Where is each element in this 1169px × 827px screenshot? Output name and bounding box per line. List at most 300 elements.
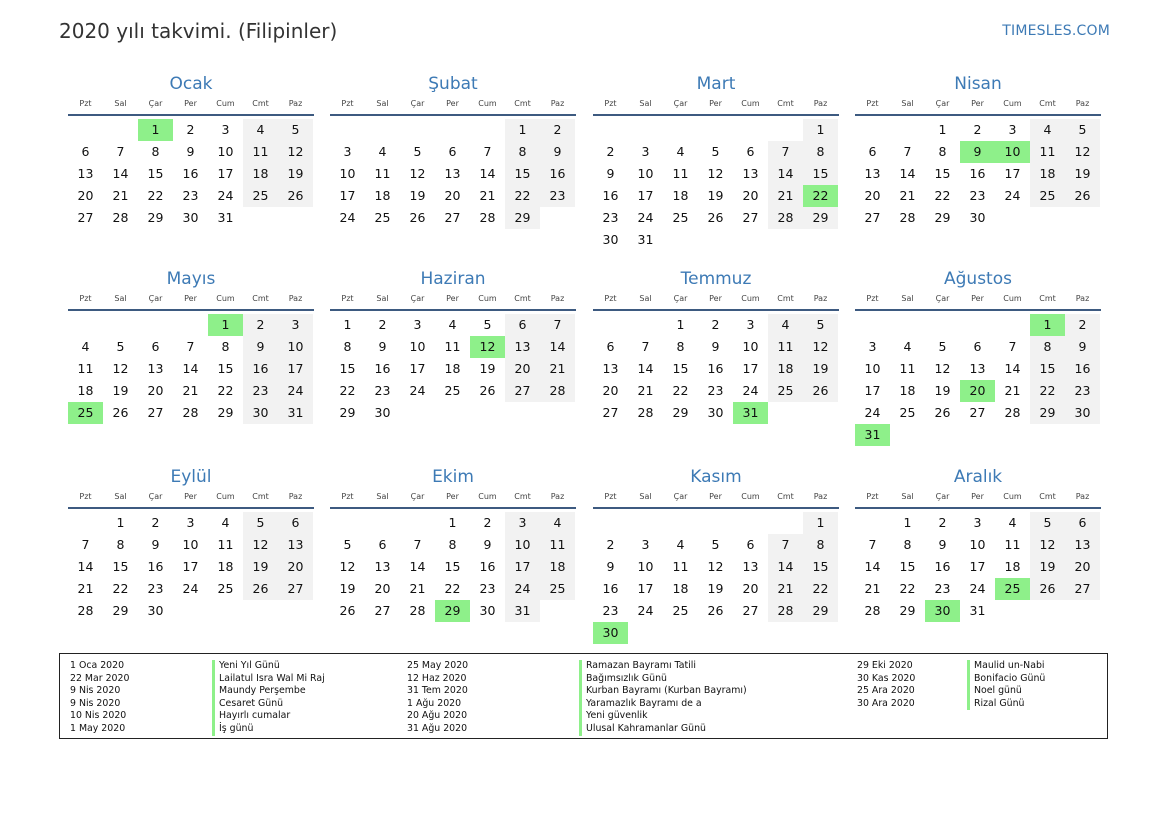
weekday-label: Cum xyxy=(478,99,497,108)
day-cell: 5 xyxy=(1065,119,1100,141)
weekday-label: Pzt xyxy=(79,492,92,501)
day-cell: 9 xyxy=(378,339,387,354)
day-cell: 20 xyxy=(77,188,94,203)
holiday-date: 30 Ara 2020 xyxy=(857,697,915,709)
day-cell: 14 xyxy=(864,559,881,574)
day-cell: 14 xyxy=(768,163,803,185)
header-divider xyxy=(593,309,839,311)
day-cell: 3 xyxy=(186,515,195,530)
holiday-date: 1 Oca 2020 xyxy=(70,660,125,671)
day-cell: 4 xyxy=(903,339,912,354)
day-cell: 18 xyxy=(1030,163,1065,185)
day-cell: 28 xyxy=(768,600,803,622)
day-cell: 19 xyxy=(409,188,426,203)
holiday-day-cell: 1 xyxy=(138,119,173,141)
day-cell: 2 xyxy=(483,515,492,530)
day-cell: 11 xyxy=(1030,141,1065,163)
day-cell: 7 xyxy=(768,534,803,556)
day-cell: 3 xyxy=(868,339,877,354)
day-cell: 28 xyxy=(409,603,426,618)
weekday-label: Paz xyxy=(1075,99,1090,108)
weekday-label: Sal xyxy=(376,492,389,501)
day-cell: 29 xyxy=(217,405,234,420)
day-cell: 29 xyxy=(339,405,356,420)
day-cell: 5 xyxy=(483,317,492,332)
weekday-label: Paz xyxy=(288,294,303,303)
day-cell: 30 xyxy=(374,405,391,420)
day-cell: 4 xyxy=(243,119,278,141)
day-cell: 7 xyxy=(868,537,877,552)
day-cell: 15 xyxy=(147,166,164,181)
day-cell: 20 xyxy=(278,556,313,578)
month-name: Ekim xyxy=(432,467,474,487)
day-cell: 29 xyxy=(803,207,838,229)
weekday-label: Per xyxy=(184,492,197,501)
day-cell: 6 xyxy=(448,144,457,159)
day-cell: 28 xyxy=(77,603,94,618)
day-cell: 10 xyxy=(409,339,426,354)
day-cell: 6 xyxy=(81,144,90,159)
day-cell: 11 xyxy=(77,361,94,376)
day-cell: 28 xyxy=(182,405,199,420)
weekday-label: Cmt xyxy=(777,99,794,108)
weekday-label: Paz xyxy=(813,492,828,501)
day-cell: 25 xyxy=(672,603,689,618)
day-cell: 23 xyxy=(969,188,986,203)
day-cell: 22 xyxy=(1030,380,1065,402)
holiday-name: Yaramazlık Bayramı de a xyxy=(579,698,747,711)
holiday-date: 1 Ağu 2020 xyxy=(407,697,462,709)
weekday-label: Pzt xyxy=(341,99,354,108)
month-name: Mart xyxy=(696,74,736,94)
holiday-date: 20 Ağu 2020 xyxy=(407,710,468,722)
weekday-label: Cmt xyxy=(252,294,269,303)
day-cell: 17 xyxy=(339,188,356,203)
day-cell: 21 xyxy=(768,578,803,600)
holiday-date: 12 Haz 2020 xyxy=(407,672,467,684)
legend-name-column xyxy=(967,660,1045,710)
day-cell: 3 xyxy=(641,144,650,159)
day-cell: 13 xyxy=(147,361,164,376)
weekday-label: Çar xyxy=(673,294,688,303)
day-cell: 15 xyxy=(505,163,540,185)
day-cell: 13 xyxy=(444,166,461,181)
weekday-label: Çar xyxy=(148,294,163,303)
day-cell: 13 xyxy=(278,534,313,556)
weekday-label: Sal xyxy=(901,99,914,108)
weekday-label: Çar xyxy=(673,99,688,108)
day-cell: 15 xyxy=(339,361,356,376)
holiday-date: 31 Ağu 2020 xyxy=(407,722,468,734)
holiday-day-cell: 1 xyxy=(1030,314,1065,336)
day-cell: 19 xyxy=(707,581,724,596)
day-cell: 13 xyxy=(864,166,881,181)
day-cell: 29 xyxy=(112,603,129,618)
day-cell: 30 xyxy=(1065,402,1100,424)
weekday-label: Sal xyxy=(114,99,127,108)
day-cell: 24 xyxy=(409,383,426,398)
day-cell: 4 xyxy=(676,144,685,159)
day-cell: 25 xyxy=(243,185,278,207)
holiday-day-cell: 30 xyxy=(925,600,960,622)
day-cell: 12 xyxy=(707,559,724,574)
day-cell: 4 xyxy=(221,515,230,530)
weekday-label: Per xyxy=(971,99,984,108)
month-name: Kasım xyxy=(690,467,742,487)
day-cell: 7 xyxy=(903,144,912,159)
day-cell: 10 xyxy=(339,166,356,181)
day-cell: 11 xyxy=(217,537,234,552)
weekday-label: Sal xyxy=(639,294,652,303)
day-cell: 18 xyxy=(672,188,689,203)
day-cell: 13 xyxy=(742,559,759,574)
day-cell: 11 xyxy=(899,361,916,376)
day-cell: 14 xyxy=(77,559,94,574)
day-cell: 13 xyxy=(969,361,986,376)
day-cell: 15 xyxy=(672,361,689,376)
day-cell: 21 xyxy=(77,581,94,596)
day-cell: 3 xyxy=(278,314,313,336)
day-cell: 30 xyxy=(243,402,278,424)
day-cell: 5 xyxy=(711,537,720,552)
day-cell: 3 xyxy=(973,515,982,530)
day-cell: 1 xyxy=(116,515,125,530)
day-cell: 26 xyxy=(112,405,129,420)
day-cell: 7 xyxy=(186,339,195,354)
day-cell: 23 xyxy=(479,581,496,596)
weekday-label: Per xyxy=(446,294,459,303)
day-cell: 18 xyxy=(243,163,278,185)
holiday-name: Kurban Bayramı (Kurban Bayramı) xyxy=(579,685,747,698)
day-cell: 20 xyxy=(602,383,619,398)
day-cell: 8 xyxy=(505,141,540,163)
day-cell: 11 xyxy=(374,166,391,181)
day-cell: 24 xyxy=(637,210,654,225)
day-cell: 7 xyxy=(540,314,575,336)
day-cell: 25 xyxy=(768,380,803,402)
weekday-label: Per xyxy=(446,99,459,108)
day-cell: 29 xyxy=(505,207,540,229)
holiday-date: 31 Tem 2020 xyxy=(407,685,468,697)
day-cell: 15 xyxy=(1030,358,1065,380)
day-cell: 23 xyxy=(374,383,391,398)
day-cell: 28 xyxy=(540,380,575,402)
holiday-name: Maundy Perşembe xyxy=(212,685,325,698)
weekday-label: Sal xyxy=(639,99,652,108)
day-cell: 30 xyxy=(707,405,724,420)
holiday-day-cell: 31 xyxy=(855,424,890,446)
weekday-label: Pzt xyxy=(866,492,879,501)
day-cell: 17 xyxy=(409,361,426,376)
day-cell: 14 xyxy=(182,361,199,376)
month-name: Haziran xyxy=(420,269,486,289)
day-cell: 4 xyxy=(768,314,803,336)
day-cell: 21 xyxy=(768,185,803,207)
day-cell: 21 xyxy=(479,188,496,203)
holiday-legend xyxy=(59,653,1108,739)
holiday-name: Ulusal Kahramanlar Günü xyxy=(579,723,747,736)
day-cell: 2 xyxy=(1065,314,1100,336)
day-cell: 23 xyxy=(243,380,278,402)
holiday-name: Bağımsızlık Günü xyxy=(579,673,747,686)
day-cell: 19 xyxy=(1030,556,1065,578)
day-cell: 16 xyxy=(602,188,619,203)
header-divider xyxy=(68,309,314,311)
day-cell: 24 xyxy=(182,581,199,596)
day-cell: 9 xyxy=(186,144,195,159)
day-cell: 27 xyxy=(864,210,881,225)
day-cell: 23 xyxy=(707,383,724,398)
day-cell: 18 xyxy=(444,361,461,376)
day-cell: 3 xyxy=(746,317,755,332)
header-divider xyxy=(68,507,314,509)
day-cell: 30 xyxy=(479,603,496,618)
brand-link[interactable]: TIMESLES.COM xyxy=(1002,23,1110,39)
day-cell: 2 xyxy=(151,515,160,530)
day-cell: 26 xyxy=(1030,578,1065,600)
day-cell: 7 xyxy=(483,144,492,159)
day-cell: 15 xyxy=(803,556,838,578)
day-cell: 9 xyxy=(483,537,492,552)
day-cell: 7 xyxy=(81,537,90,552)
day-cell: 13 xyxy=(602,361,619,376)
weekday-label: Cum xyxy=(216,492,235,501)
day-cell: 16 xyxy=(540,163,575,185)
day-cell: 11 xyxy=(768,336,803,358)
day-cell: 26 xyxy=(803,380,838,402)
day-cell: 15 xyxy=(444,559,461,574)
day-cell: 29 xyxy=(147,210,164,225)
day-cell: 5 xyxy=(278,119,313,141)
day-cell: 31 xyxy=(505,600,540,622)
day-cell: 14 xyxy=(409,559,426,574)
holiday-date: 30 Kas 2020 xyxy=(857,672,916,684)
day-cell: 22 xyxy=(112,581,129,596)
weekday-label: Pzt xyxy=(604,492,617,501)
weekday-label: Pzt xyxy=(341,492,354,501)
header-divider xyxy=(855,114,1101,116)
day-cell: 25 xyxy=(444,383,461,398)
day-cell: 30 xyxy=(602,232,619,247)
weekday-label: Cum xyxy=(1003,294,1022,303)
day-cell: 21 xyxy=(1004,383,1021,398)
day-cell: 26 xyxy=(707,210,724,225)
day-cell: 1 xyxy=(938,122,947,137)
day-cell: 20 xyxy=(147,383,164,398)
holiday-day-cell: 25 xyxy=(68,402,103,424)
day-cell: 1 xyxy=(448,515,457,530)
day-cell: 27 xyxy=(742,210,759,225)
day-cell: 14 xyxy=(112,166,129,181)
weekday-label: Cum xyxy=(216,99,235,108)
weekday-label: Cum xyxy=(741,99,760,108)
day-cell: 20 xyxy=(742,581,759,596)
holiday-name: İş günü xyxy=(212,723,325,736)
holiday-name: Noel günü xyxy=(967,685,1045,698)
day-cell: 7 xyxy=(413,537,422,552)
day-cell: 21 xyxy=(112,188,129,203)
day-cell: 17 xyxy=(182,559,199,574)
day-cell: 19 xyxy=(278,163,313,185)
day-cell: 29 xyxy=(803,600,838,622)
day-cell: 21 xyxy=(864,581,881,596)
day-cell: 22 xyxy=(444,581,461,596)
header-divider xyxy=(68,114,314,116)
day-cell: 17 xyxy=(278,358,313,380)
day-cell: 24 xyxy=(505,578,540,600)
holiday-day-cell: 12 xyxy=(470,336,505,358)
header-divider xyxy=(593,114,839,116)
weekday-label: Cum xyxy=(1003,492,1022,501)
day-cell: 4 xyxy=(676,537,685,552)
day-cell: 27 xyxy=(444,210,461,225)
day-cell: 25 xyxy=(217,581,234,596)
header-divider xyxy=(855,507,1101,509)
day-cell: 5 xyxy=(413,144,422,159)
weekday-label: Per xyxy=(184,99,197,108)
weekday-label: Cum xyxy=(478,294,497,303)
day-cell: 27 xyxy=(1065,578,1100,600)
day-cell: 16 xyxy=(374,361,391,376)
header-divider xyxy=(855,309,1101,311)
weekday-label: Sal xyxy=(901,492,914,501)
day-cell: 16 xyxy=(602,581,619,596)
day-cell: 26 xyxy=(934,405,951,420)
day-cell: 31 xyxy=(969,603,986,618)
day-cell: 16 xyxy=(707,361,724,376)
day-cell: 13 xyxy=(374,559,391,574)
holiday-day-cell: 29 xyxy=(435,600,470,622)
day-cell: 12 xyxy=(112,361,129,376)
day-cell: 26 xyxy=(278,185,313,207)
day-cell: 30 xyxy=(147,603,164,618)
day-cell: 22 xyxy=(934,188,951,203)
day-cell: 18 xyxy=(217,559,234,574)
day-cell: 3 xyxy=(641,537,650,552)
month-name: Ocak xyxy=(169,74,213,94)
day-cell: 14 xyxy=(1004,361,1021,376)
day-cell: 4 xyxy=(378,144,387,159)
day-cell: 3 xyxy=(413,317,422,332)
day-cell: 8 xyxy=(676,339,685,354)
day-cell: 29 xyxy=(934,210,951,225)
day-cell: 9 xyxy=(606,166,615,181)
day-cell: 26 xyxy=(243,578,278,600)
day-cell: 14 xyxy=(637,361,654,376)
legend-name-column xyxy=(579,660,747,736)
day-cell: 9 xyxy=(540,141,575,163)
day-cell: 13 xyxy=(77,166,94,181)
day-cell: 24 xyxy=(278,380,313,402)
day-cell: 14 xyxy=(540,336,575,358)
weekday-label: Cmt xyxy=(514,99,531,108)
holiday-name: Bonifacio Günü xyxy=(967,673,1045,686)
header-divider xyxy=(593,507,839,509)
holiday-day-cell: 10 xyxy=(995,141,1030,163)
day-cell: 29 xyxy=(899,603,916,618)
day-cell: 6 xyxy=(973,339,982,354)
day-cell: 10 xyxy=(637,166,654,181)
day-cell: 23 xyxy=(540,185,575,207)
day-cell: 6 xyxy=(606,339,615,354)
holiday-name: Cesaret Günü xyxy=(212,698,325,711)
weekday-label: Çar xyxy=(673,492,688,501)
day-cell: 6 xyxy=(1065,512,1100,534)
weekday-label: Cmt xyxy=(514,492,531,501)
day-cell: 20 xyxy=(505,358,540,380)
day-cell: 15 xyxy=(899,559,916,574)
weekday-label: Pzt xyxy=(79,294,92,303)
day-cell: 2 xyxy=(243,314,278,336)
day-cell: 23 xyxy=(602,603,619,618)
weekday-label: Çar xyxy=(935,492,950,501)
day-cell: 6 xyxy=(746,144,755,159)
day-cell: 28 xyxy=(479,210,496,225)
page-title: 2020 yılı takvimi. (Filipinler) xyxy=(59,19,338,43)
weekday-label: Pzt xyxy=(866,99,879,108)
day-cell: 27 xyxy=(602,405,619,420)
day-cell: 16 xyxy=(479,559,496,574)
day-cell: 20 xyxy=(742,188,759,203)
day-cell: 19 xyxy=(803,358,838,380)
weekday-label: Pzt xyxy=(341,294,354,303)
day-cell: 24 xyxy=(864,405,881,420)
day-cell: 8 xyxy=(221,339,230,354)
day-cell: 10 xyxy=(278,336,313,358)
month-name: Nisan xyxy=(954,74,1002,94)
day-cell: 1 xyxy=(903,515,912,530)
day-cell: 19 xyxy=(112,383,129,398)
day-cell: 24 xyxy=(742,383,759,398)
day-cell: 27 xyxy=(278,578,313,600)
weekday-label: Pzt xyxy=(79,99,92,108)
weekday-label: Per xyxy=(971,294,984,303)
weekday-label: Cmt xyxy=(777,294,794,303)
weekday-label: Cmt xyxy=(1039,99,1056,108)
day-cell: 31 xyxy=(637,232,654,247)
weekday-label: Çar xyxy=(148,99,163,108)
day-cell: 25 xyxy=(899,405,916,420)
day-cell: 17 xyxy=(1004,166,1021,181)
weekday-label: Pzt xyxy=(604,294,617,303)
day-cell: 17 xyxy=(742,361,759,376)
day-cell: 8 xyxy=(903,537,912,552)
day-cell: 15 xyxy=(934,166,951,181)
day-cell: 18 xyxy=(374,188,391,203)
weekday-label: Paz xyxy=(288,492,303,501)
day-cell: 10 xyxy=(182,537,199,552)
weekday-label: Sal xyxy=(376,294,389,303)
day-cell: 11 xyxy=(1004,537,1021,552)
day-cell: 6 xyxy=(378,537,387,552)
day-cell: 24 xyxy=(217,188,234,203)
day-cell: 21 xyxy=(637,383,654,398)
day-cell: 9 xyxy=(938,537,947,552)
weekday-label: Paz xyxy=(550,492,565,501)
holiday-day-cell: 30 xyxy=(593,622,628,644)
day-cell: 18 xyxy=(77,383,94,398)
weekday-label: Per xyxy=(709,99,722,108)
day-cell: 13 xyxy=(1065,534,1100,556)
day-cell: 9 xyxy=(1065,336,1100,358)
day-cell: 19 xyxy=(1065,163,1100,185)
day-cell: 30 xyxy=(182,210,199,225)
day-cell: 24 xyxy=(637,603,654,618)
day-cell: 16 xyxy=(1065,358,1100,380)
day-cell: 12 xyxy=(339,559,356,574)
day-cell: 6 xyxy=(868,144,877,159)
day-cell: 10 xyxy=(969,537,986,552)
